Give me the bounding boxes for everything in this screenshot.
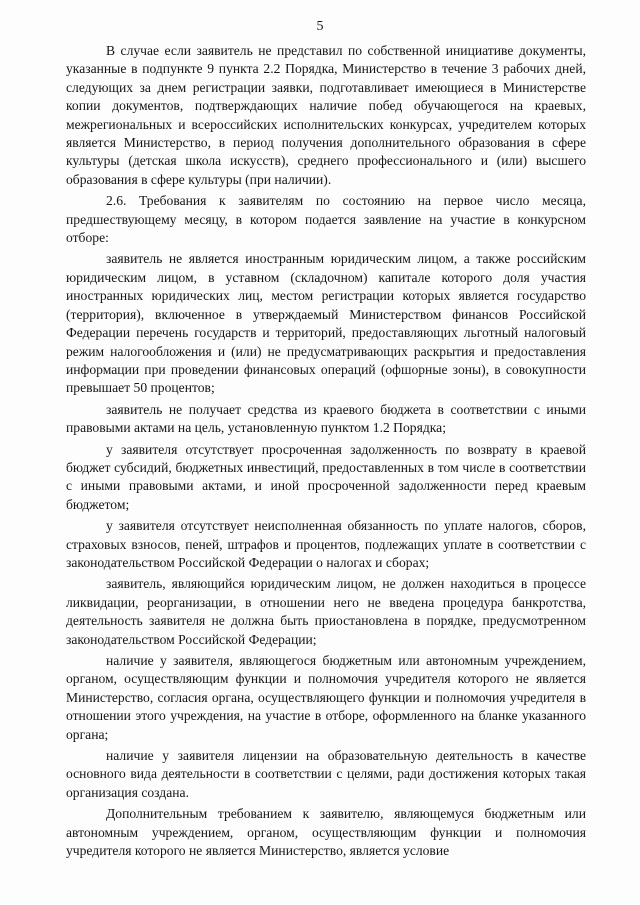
paragraph-not-in-liquidation: заявитель, являющийся юридическим лицом, не должен находиться в процессе ликвидации, реорганизации, в отношении него не введена процедура банкротства, деятельность заявителя не должна быть приостановлена в порядке, предусмотренном законодательством Российской Федерации; (66, 576, 586, 647)
paragraph-education-license: наличие у заявителя лицензии на образовательную деятельность в качестве основного вида деятельности в соответствии с целями, ради достижения которых такая организация создана. (66, 748, 586, 800)
document-body (66, 42, 586, 863)
paragraph-additional-requirement: Дополнительным требованием к заявителю, являющемуся бюджетным или автономным учреждением, органом, осуществляющим функции и полномочия учредителя которого не является Министерство, является условие (66, 806, 586, 859)
paragraph-founder-consent: наличие у заявителя, являющегося бюджетным или автономным учреждением, органом, осуществляющим функции и полномочия учредителя которого не является Министерство, согласия органа, осуществляющего функции и полномочия учредителя в отношении этого учреждения, на участие в отборе, оформленного на бланке указанного органа; (66, 653, 586, 742)
paragraph-no-budget-funds: заявитель не получает средства из краевого бюджета в соответствии с иными правовыми актами на цель, установленную пунктом 1.2 Порядка; (66, 401, 586, 436)
paragraph-requirements-heading: 2.6. Требования к заявителям по состоянию на первое число месяца, предшествующему месяцу, в котором подается заявление на участие в конкурсном отборе: (66, 193, 586, 246)
paragraph-not-foreign-entity: заявитель не является иностранным юридическим лицом, а также российским юридическим лицом, в уставном (складочном) капитале которого доля участия иностранных юридических лиц, местом регистрации которых является государство (территория), включенное в утверждаемый Министерством финансов Российской Федерации перечень государств и территорий, предоставляющих льготный налоговый режим налогообложения и (или) не предусматривающих раскрытия и предоставления информации при проведении финансовых операций (офшорные зоны), в совокупности превышает 50 процентов; (66, 251, 586, 396)
page-number: 5 (316, 19, 324, 34)
paragraph-no-tax-arrears: у заявителя отсутствует неисполненная обязанность по уплате налогов, сборов, страховых взносов, пеней, штрафов и процентов, подлежащих уплате в соответствии с законодательством Российской Федерации о налогах и сборах; (66, 518, 586, 570)
paragraph-no-overdue-debt: у заявителя отсутствует просроченная задолженность по возврату в краевой бюджет субсидий, бюджетных инвестиций, предоставленных в том числе в соответствии с иными правовыми актами, и иной просроченной задолженности перед краевым бюджетом; (66, 441, 586, 512)
paragraph-documents-preparation: В случае если заявитель не представил по собственной инициативе документы, указанные в подпункте 9 пункта 2.2 Порядка, Министерство в течение 3 рабочих дней, следующих за днем регистрации заявки, подготавливает имеющиеся в Министерстве копии документов, подтверждающих наличие побед обучающегося на краевых, межрегиональных и всероссийских исполнительских конкурсах, учредителем которых является Министерство, в период получения дополнительного образования в сфере культуры (детская школа искусств), среднего профессионального и (или) высшего образования в сфере культуры (при наличии). (66, 43, 586, 187)
